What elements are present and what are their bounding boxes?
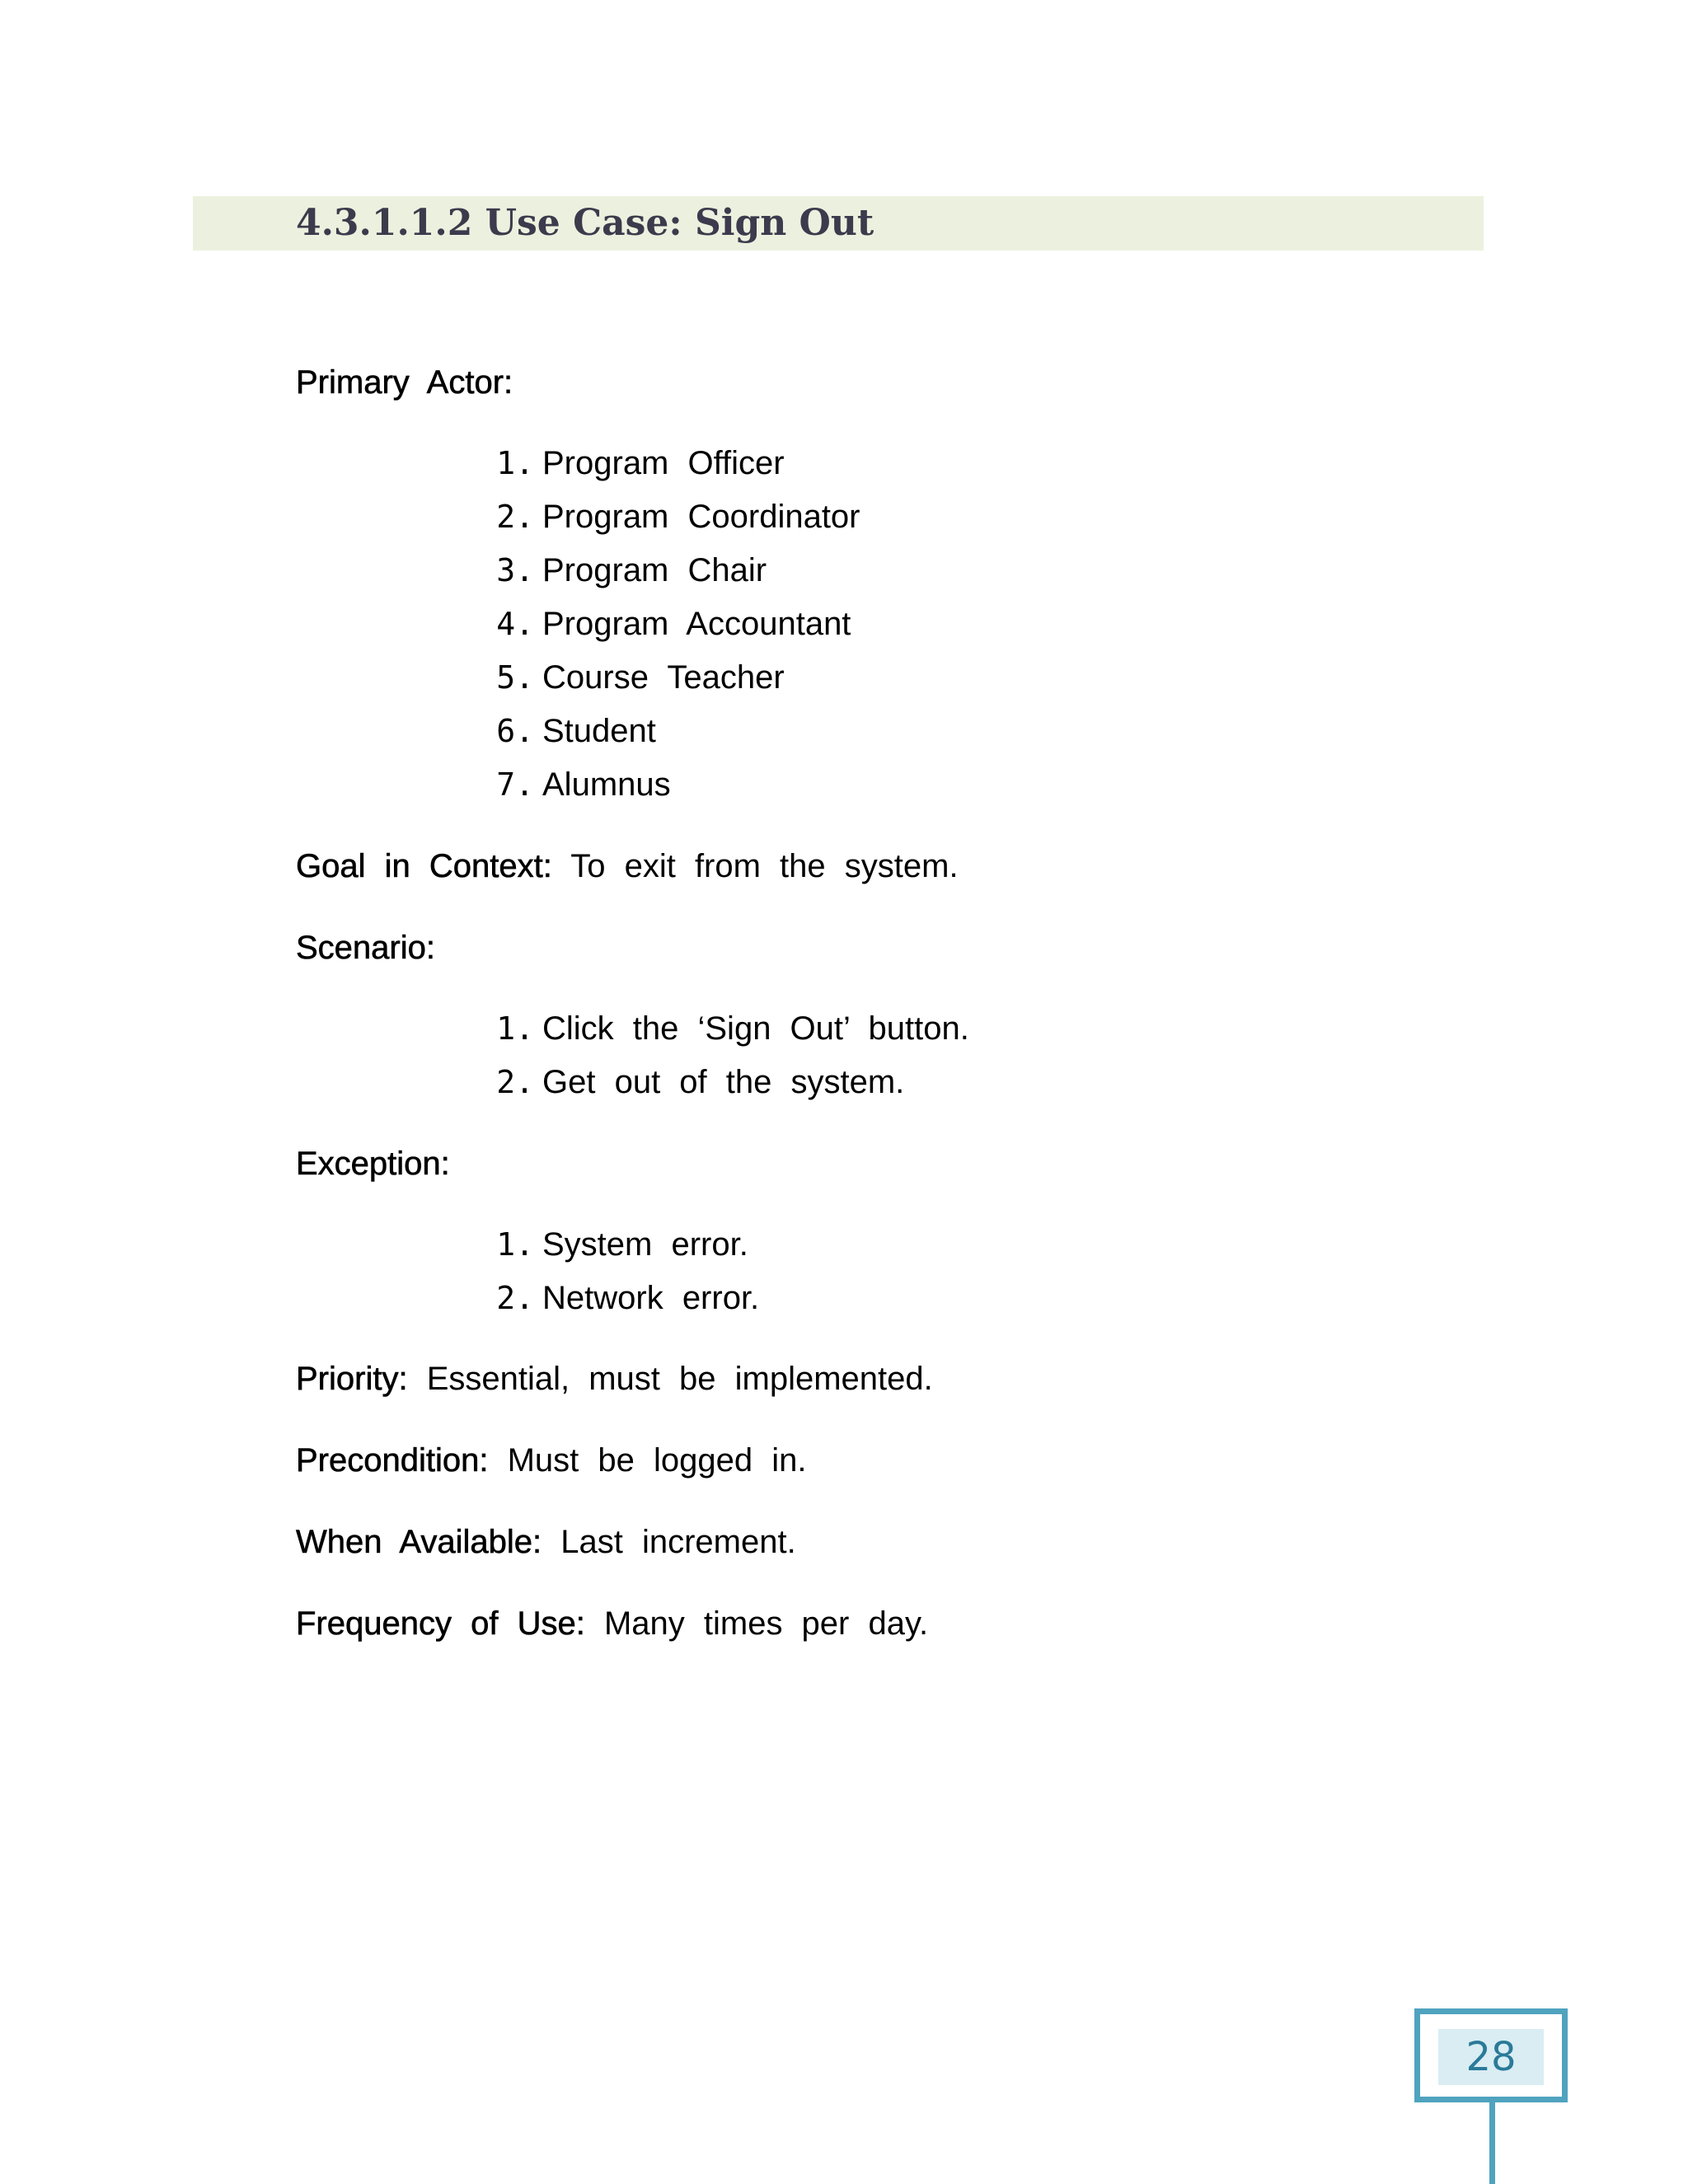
primary-actor-label: Primary Actor:	[296, 364, 513, 401]
page-number: 28	[1438, 2029, 1544, 2085]
section-heading: 4.3.1.1.2 Use Case: Sign Out	[296, 202, 874, 244]
goal-value: To exit from the system.	[570, 848, 959, 884]
list-number: 4.	[496, 606, 534, 642]
list-number: 2.	[496, 1280, 534, 1316]
actor-list-item	[491, 653, 785, 702]
exception-label: Exception:	[296, 1146, 450, 1182]
list-text: Click the ‘Sign Out’ button.	[542, 1010, 969, 1047]
frequency-value: Many times per day.	[603, 1605, 929, 1642]
list-number: 2.	[496, 1064, 534, 1100]
precondition-row	[296, 1436, 806, 1485]
list-number: 1.	[496, 1010, 534, 1047]
scenario-row	[296, 923, 435, 972]
scenario-list-item	[491, 1057, 904, 1107]
precondition-label: Precondition:	[296, 1442, 489, 1479]
list-text: Student	[542, 713, 656, 749]
primary-actor-row	[296, 358, 513, 407]
list-number: 1.	[496, 445, 534, 481]
list-number: 1.	[496, 1226, 534, 1263]
exception-list-item	[491, 1220, 748, 1269]
goal-label: Goal in Context:	[296, 848, 552, 884]
list-number: 5.	[496, 659, 534, 696]
list-number: 7.	[496, 766, 534, 803]
precondition-value: Must be logged in.	[507, 1442, 807, 1479]
actor-list-item	[491, 492, 860, 541]
page-number-stem	[1489, 2102, 1495, 2184]
page-number-box	[1414, 2008, 1568, 2102]
priority-row	[296, 1354, 933, 1404]
priority-label: Priority:	[296, 1361, 408, 1397]
list-text: System error.	[542, 1226, 748, 1263]
exception-list-item	[491, 1273, 759, 1323]
list-text: Alumnus	[542, 766, 671, 803]
actor-list-item	[491, 599, 851, 649]
list-text: Program Coordinator	[542, 499, 860, 535]
list-number: 2.	[496, 499, 534, 535]
scenario-list-item	[491, 1004, 969, 1053]
list-text: Network error.	[542, 1280, 760, 1316]
list-text: Program Accountant	[542, 606, 851, 642]
frequency-label: Frequency of Use:	[296, 1605, 585, 1642]
actor-list-item	[491, 760, 671, 809]
list-text: Program Chair	[542, 552, 767, 588]
exception-row	[296, 1139, 450, 1188]
list-text: Get out of the system.	[542, 1064, 905, 1100]
actor-list-item	[491, 438, 785, 488]
when-available-label: When Available:	[296, 1524, 542, 1560]
goal-row	[296, 841, 959, 891]
list-number: 3.	[496, 552, 534, 588]
list-text: Course Teacher	[542, 659, 785, 696]
when-available-row	[296, 1517, 796, 1567]
actor-list-item	[491, 546, 767, 595]
actor-list-item	[491, 706, 656, 756]
when-available-value: Last increment.	[560, 1524, 796, 1560]
priority-value: Essential, must be implemented.	[426, 1361, 933, 1397]
list-number: 6.	[496, 713, 534, 749]
list-text: Program Officer	[542, 445, 785, 481]
frequency-row	[296, 1599, 928, 1648]
scenario-label: Scenario:	[296, 930, 435, 966]
